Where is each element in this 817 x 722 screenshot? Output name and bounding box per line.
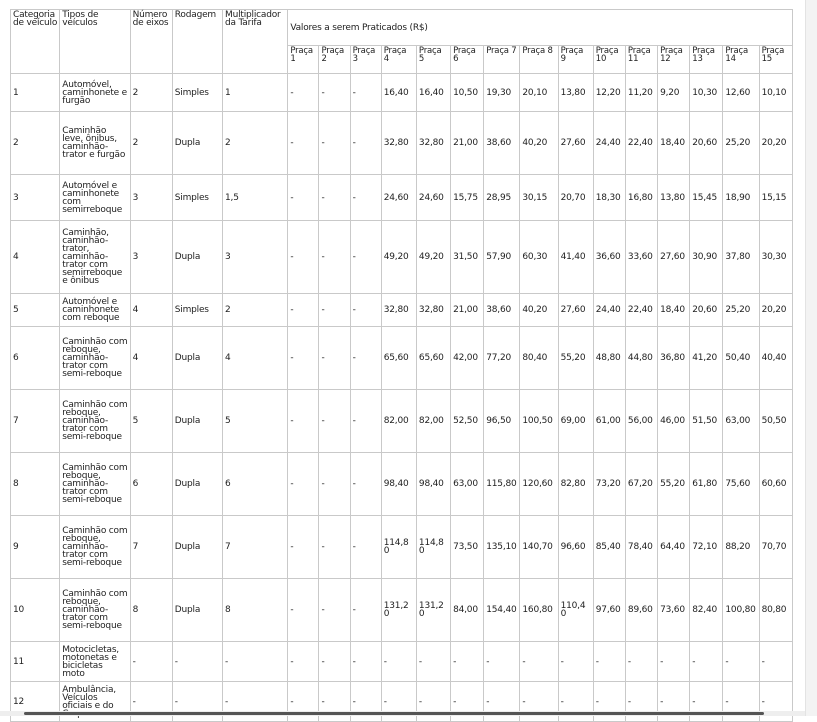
vehicle-type-cell: Ambulância, Veículos oficiais e do [60,682,130,722]
value-cell-praca-11: 11,20 [625,74,657,112]
value-cell-praca-1: - [288,294,319,327]
wheels-cell: Dupla [172,327,222,390]
value-cell-praca-12: 27,60 [658,221,690,294]
table-row [11,112,793,175]
value-cell-praca-10: - [593,642,625,682]
value-cell-praca-14: - [723,642,759,682]
value-cell-praca-15: 15,15 [759,175,792,221]
value-cell-praca-5: - [416,642,450,682]
value-cell-praca-5: 32,80 [416,112,450,175]
value-cell-praca-1: - [288,221,319,294]
value-cell-praca-12: - [658,682,690,722]
value-cell-praca-7: 154,40 [484,579,520,642]
value-cell-praca-2: - [319,682,350,722]
value-cell-praca-6: 10,50 [451,74,484,112]
vehicle-type-cell: Caminhão com reboque, caminhão-trator com semi-reboque [60,390,130,453]
value-cell-praca-5: - [416,682,450,722]
value-cell-praca-11: 16,80 [625,175,657,221]
multiplier-cell: 3 [223,221,288,294]
praca-header-3: Praça 3 [350,46,381,74]
vehicle-type-cell: Caminhão com reboque, caminhão-trator com semi-reboque [60,327,130,390]
value-cell-praca-8: 40,20 [520,294,558,327]
horizontal-scrollbar-thumb[interactable] [24,712,764,715]
vehicle-type-cell: Caminhão leve, ônibus, caminhão-trator e furgão [60,112,130,175]
table-row [11,453,793,516]
value-cell-praca-10: - [593,682,625,722]
value-cell-praca-1: - [288,579,319,642]
value-cell-praca-11: 56,00 [625,390,657,453]
table-row [11,642,793,682]
vehicle-type-cell: Caminhão com reboque, caminhão-trator com semi-reboque [60,453,130,516]
value-cell-praca-4: 131,20 [381,579,416,642]
value-cell-praca-7: 77,20 [484,327,520,390]
table-row [11,579,793,642]
value-cell-praca-15: 50,50 [759,390,792,453]
wheels-cell: Dupla [172,112,222,175]
vehicle-type-cell: Caminhão com reboque, caminhão-trator com semi-reboque [60,579,130,642]
value-cell-praca-10: 97,60 [593,579,625,642]
value-cell-praca-11: 22,40 [625,112,657,175]
praca-header-12: Praça 12 [658,46,690,74]
praca-header-14: Praça 14 [723,46,759,74]
multiplier-cell: 6 [223,453,288,516]
value-cell-praca-9: 96,60 [558,516,593,579]
value-cell-praca-4: - [381,682,416,722]
value-cell-praca-3: - [350,453,381,516]
category-cell: 7 [11,390,60,453]
value-cell-praca-10: 48,80 [593,327,625,390]
table-row [11,327,793,390]
value-cell-praca-4: 32,80 [381,294,416,327]
value-cell-praca-12: 9,20 [658,74,690,112]
value-cell-praca-1: - [288,74,319,112]
value-cell-praca-10: 12,20 [593,74,625,112]
value-cell-praca-13: 41,20 [690,327,723,390]
value-cell-praca-7: 38,60 [484,294,520,327]
praca-header-11: Praça 11 [625,46,657,74]
table-row [11,74,793,112]
value-cell-praca-10: 73,20 [593,453,625,516]
wheels-cell: Dupla [172,579,222,642]
value-cell-praca-2: - [319,221,350,294]
value-cell-praca-3: - [350,516,381,579]
value-cell-praca-3: - [350,390,381,453]
value-cell-praca-15: 70,70 [759,516,792,579]
value-cell-praca-9: 27,60 [558,294,593,327]
value-cell-praca-11: - [625,642,657,682]
multiplier-cell: 1,5 [223,175,288,221]
value-cell-praca-11: 67,20 [625,453,657,516]
value-cell-praca-4: 65,60 [381,327,416,390]
value-cell-praca-5: 114,80 [416,516,450,579]
value-cell-praca-14: 88,20 [723,516,759,579]
value-cell-praca-4: - [381,642,416,682]
value-cell-praca-8: - [520,642,558,682]
value-cell-praca-7: 19,30 [484,74,520,112]
category-cell: 1 [11,74,60,112]
value-cell-praca-2: - [319,112,350,175]
category-cell: 2 [11,112,60,175]
value-cell-praca-9: 27,60 [558,112,593,175]
category-cell: 11 [11,642,60,682]
value-cell-praca-9: 20,70 [558,175,593,221]
value-cell-praca-14: 100,80 [723,579,759,642]
praca-header-15: Praça 15 [759,46,792,74]
table-row [11,294,793,327]
value-cell-praca-12: 18,40 [658,294,690,327]
multiplier-cell: - [223,642,288,682]
table-row [11,221,793,294]
value-cell-praca-3: - [350,74,381,112]
value-cell-praca-15: 80,80 [759,579,792,642]
value-cell-praca-7: - [484,682,520,722]
multiplier-cell: - [223,682,288,722]
value-cell-praca-9: 13,80 [558,74,593,112]
value-cell-praca-5: 24,60 [416,175,450,221]
axles-cell: 6 [130,453,172,516]
value-cell-praca-12: 64,40 [658,516,690,579]
header-multiplier: Multiplicador da Tarifa [223,10,288,74]
table-row [11,175,793,221]
value-cell-praca-7: 115,80 [484,453,520,516]
wheels-cell: Simples [172,74,222,112]
value-cell-praca-2: - [319,516,350,579]
value-cell-praca-1: - [288,453,319,516]
value-cell-praca-1: - [288,516,319,579]
category-cell: 5 [11,294,60,327]
value-cell-praca-14: 75,60 [723,453,759,516]
value-cell-praca-14: 25,20 [723,112,759,175]
value-cell-praca-14: - [723,682,759,722]
multiplier-cell: 1 [223,74,288,112]
multiplier-cell: 2 [223,112,288,175]
value-cell-praca-12: - [658,642,690,682]
value-cell-praca-6: 63,00 [451,453,484,516]
value-cell-praca-9: 110,40 [558,579,593,642]
value-cell-praca-11: 44,80 [625,327,657,390]
value-cell-praca-12: 73,60 [658,579,690,642]
value-cell-praca-3: - [350,294,381,327]
header-wheels: Rodagem [172,10,222,74]
value-cell-praca-7: - [484,642,520,682]
value-cell-praca-2: - [319,175,350,221]
value-cell-praca-13: 30,90 [690,221,723,294]
value-cell-praca-13: 20,60 [690,112,723,175]
axles-cell: - [130,642,172,682]
axles-cell: - [130,682,172,722]
value-cell-praca-7: 135,10 [484,516,520,579]
vehicle-type-cell: Automóvel e caminhonete com reboque [60,294,130,327]
value-cell-praca-15: 60,60 [759,453,792,516]
axles-cell: 7 [130,516,172,579]
value-cell-praca-15: 20,20 [759,294,792,327]
value-cell-praca-11: - [625,682,657,722]
value-cell-praca-15: 40,40 [759,327,792,390]
value-cell-praca-14: 37,80 [723,221,759,294]
value-cell-praca-12: 18,40 [658,112,690,175]
value-cell-praca-9: 41,40 [558,221,593,294]
vehicle-type-cell: Automóvel, caminhonete e furgão [60,74,130,112]
value-cell-praca-1: - [288,682,319,722]
value-cell-praca-3: - [350,175,381,221]
value-cell-praca-4: 49,20 [381,221,416,294]
multiplier-cell: 7 [223,516,288,579]
value-cell-praca-5: 131,20 [416,579,450,642]
toll-table [10,9,793,722]
wheels-cell: Dupla [172,390,222,453]
wheels-cell: Dupla [172,453,222,516]
value-cell-praca-5: 98,40 [416,453,450,516]
value-cell-praca-10: 18,30 [593,175,625,221]
value-cell-praca-1: - [288,327,319,390]
value-cell-praca-2: - [319,74,350,112]
category-cell: 9 [11,516,60,579]
axles-cell: 2 [130,112,172,175]
value-cell-praca-5: 16,40 [416,74,450,112]
value-cell-praca-5: 82,00 [416,390,450,453]
value-cell-praca-5: 65,60 [416,327,450,390]
value-cell-praca-2: - [319,453,350,516]
value-cell-praca-10: 61,00 [593,390,625,453]
praca-header-13: Praça 13 [690,46,723,74]
value-cell-praca-14: 63,00 [723,390,759,453]
category-cell: 6 [11,327,60,390]
value-cell-praca-6: 73,50 [451,516,484,579]
axles-cell: 8 [130,579,172,642]
axles-cell: 4 [130,294,172,327]
header-row [11,10,793,46]
value-cell-praca-13: 15,45 [690,175,723,221]
value-cell-praca-2: - [319,390,350,453]
value-cell-praca-7: 96,50 [484,390,520,453]
wheels-cell: - [172,682,222,722]
multiplier-cell: 5 [223,390,288,453]
value-cell-praca-13: - [690,682,723,722]
value-cell-praca-1: - [288,112,319,175]
category-cell: 3 [11,175,60,221]
value-cell-praca-11: 89,60 [625,579,657,642]
value-cell-praca-12: 46,00 [658,390,690,453]
value-cell-praca-9: 69,00 [558,390,593,453]
praca-header-5: Praça 5 [416,46,450,74]
value-cell-praca-13: - [690,642,723,682]
value-cell-praca-9: - [558,642,593,682]
value-cell-praca-6: - [451,682,484,722]
value-cell-praca-10: 85,40 [593,516,625,579]
value-cell-praca-15: 20,20 [759,112,792,175]
category-cell: 12 [11,682,60,722]
vehicle-type-cell: Motocicletas, motonetas e bicicletas moto [60,642,130,682]
value-cell-praca-6: 21,00 [451,112,484,175]
value-cell-praca-5: 49,20 [416,221,450,294]
header-vehicle-types: Tipos de veículos [60,10,130,74]
value-cell-praca-6: - [451,642,484,682]
value-cell-praca-6: 42,00 [451,327,484,390]
value-cell-praca-3: - [350,682,381,722]
value-cell-praca-9: - [558,682,593,722]
praca-header-8: Praça 8 [520,46,558,74]
value-cell-praca-3: - [350,112,381,175]
praca-header-2: Praça 2 [319,46,350,74]
multiplier-cell: 8 [223,579,288,642]
value-cell-praca-4: 32,80 [381,112,416,175]
header-values-title: Valores a serem Praticados (R$) [288,10,793,46]
value-cell-praca-4: 16,40 [381,74,416,112]
value-cell-praca-3: - [350,221,381,294]
value-cell-praca-3: - [350,327,381,390]
wheels-cell: Simples [172,175,222,221]
toll-table-body [11,74,793,722]
multiplier-cell: 2 [223,294,288,327]
category-cell: 8 [11,453,60,516]
multiplier-cell: 4 [223,327,288,390]
value-cell-praca-9: 55,20 [558,327,593,390]
value-cell-praca-13: 82,40 [690,579,723,642]
axles-cell: 3 [130,221,172,294]
vertical-scrollbar[interactable] [805,0,817,716]
wheels-cell: Dupla [172,516,222,579]
value-cell-praca-7: 38,60 [484,112,520,175]
value-cell-praca-4: 82,00 [381,390,416,453]
value-cell-praca-13: 72,10 [690,516,723,579]
value-cell-praca-14: 50,40 [723,327,759,390]
value-cell-praca-6: 52,50 [451,390,484,453]
value-cell-praca-15: 10,10 [759,74,792,112]
value-cell-praca-11: 33,60 [625,221,657,294]
value-cell-praca-6: 31,50 [451,221,484,294]
axles-cell: 5 [130,390,172,453]
value-cell-praca-4: 24,60 [381,175,416,221]
value-cell-praca-2: - [319,642,350,682]
vehicle-type-cell: Caminhão, caminhão-trator, caminhão-trator com semirreboque e ônibus [60,221,130,294]
value-cell-praca-11: 22,40 [625,294,657,327]
vehicle-type-cell: Automóvel e caminhonete com semirreboque [60,175,130,221]
value-cell-praca-8: 80,40 [520,327,558,390]
value-cell-praca-14: 12,60 [723,74,759,112]
value-cell-praca-8: 30,15 [520,175,558,221]
value-cell-praca-12: 13,80 [658,175,690,221]
value-cell-praca-13: 20,60 [690,294,723,327]
value-cell-praca-8: 100,50 [520,390,558,453]
value-cell-praca-10: 24,40 [593,294,625,327]
header-category: Categoria de veículo [11,10,60,74]
axles-cell: 2 [130,74,172,112]
value-cell-praca-15: - [759,642,792,682]
praca-header-9: Praça 9 [558,46,593,74]
value-cell-praca-10: 24,40 [593,112,625,175]
value-cell-praca-9: 82,80 [558,453,593,516]
value-cell-praca-13: 51,50 [690,390,723,453]
value-cell-praca-6: 21,00 [451,294,484,327]
praca-header-10: Praça 10 [593,46,625,74]
value-cell-praca-13: 10,30 [690,74,723,112]
praca-header-7: Praça 7 [484,46,520,74]
value-cell-praca-7: 57,90 [484,221,520,294]
category-cell: 10 [11,579,60,642]
table-row [11,516,793,579]
value-cell-praca-2: - [319,327,350,390]
value-cell-praca-2: - [319,294,350,327]
value-cell-praca-8: - [520,682,558,722]
value-cell-praca-8: 160,80 [520,579,558,642]
axles-cell: 3 [130,175,172,221]
header-axles: Número de eixos [130,10,172,74]
value-cell-praca-6: 15,75 [451,175,484,221]
value-cell-praca-15: - [759,682,792,722]
value-cell-praca-8: 40,20 [520,112,558,175]
value-cell-praca-8: 20,10 [520,74,558,112]
value-cell-praca-1: - [288,390,319,453]
value-cell-praca-4: 98,40 [381,453,416,516]
value-cell-praca-10: 36,60 [593,221,625,294]
value-cell-praca-11: 78,40 [625,516,657,579]
value-cell-praca-8: 60,30 [520,221,558,294]
axles-cell: 4 [130,327,172,390]
value-cell-praca-12: 36,80 [658,327,690,390]
value-cell-praca-12: 55,20 [658,453,690,516]
wheels-cell: Dupla [172,221,222,294]
praca-header-6: Praça 6 [451,46,484,74]
value-cell-praca-14: 25,20 [723,294,759,327]
value-cell-praca-8: 140,70 [520,516,558,579]
value-cell-praca-8: 120,60 [520,453,558,516]
vehicle-type-cell: Caminhão com reboque, caminhão-trator com semi-reboque [60,516,130,579]
value-cell-praca-13: 61,80 [690,453,723,516]
value-cell-praca-3: - [350,642,381,682]
praca-header-4: Praça 4 [381,46,416,74]
value-cell-praca-5: 32,80 [416,294,450,327]
value-cell-praca-4: 114,80 [381,516,416,579]
value-cell-praca-14: 18,90 [723,175,759,221]
value-cell-praca-2: - [319,579,350,642]
toll-table-container [10,9,794,711]
value-cell-praca-6: 84,00 [451,579,484,642]
wheels-cell: - [172,642,222,682]
category-cell: 4 [11,221,60,294]
value-cell-praca-1: - [288,175,319,221]
table-row [11,390,793,453]
value-cell-praca-15: 30,30 [759,221,792,294]
value-cell-praca-3: - [350,579,381,642]
value-cell-praca-7: 28,95 [484,175,520,221]
value-cell-praca-1: - [288,642,319,682]
wheels-cell: Simples [172,294,222,327]
praca-header-1: Praça 1 [288,46,319,74]
